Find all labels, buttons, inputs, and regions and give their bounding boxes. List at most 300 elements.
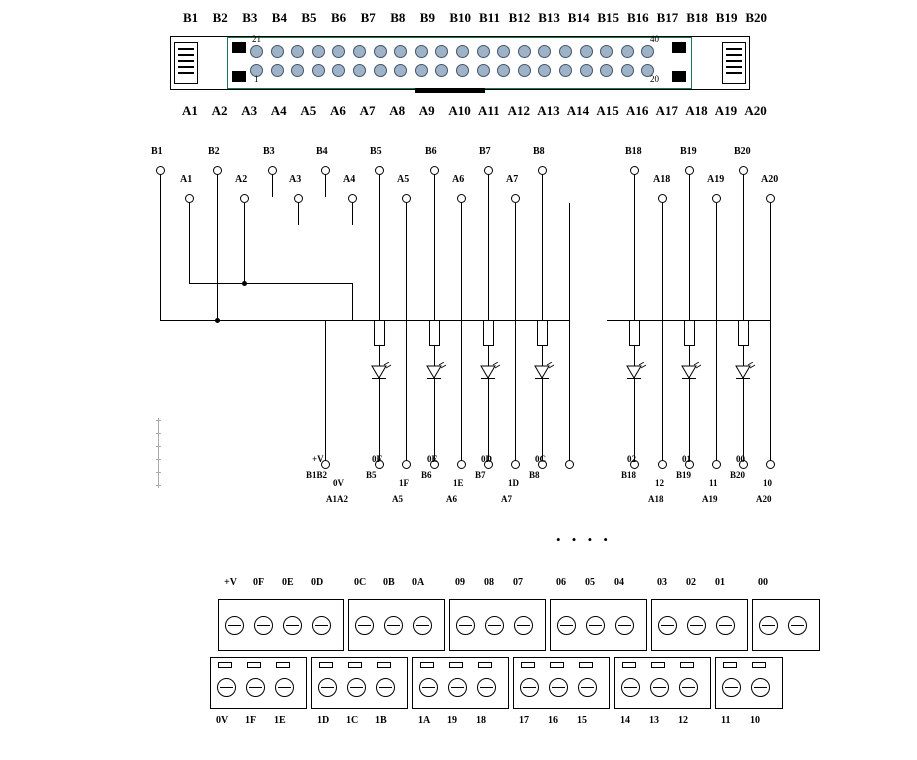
- terminal-nub: [550, 662, 564, 668]
- schematic-wire-channel-b: [488, 175, 489, 320]
- connector-top-label-B1: B1: [183, 10, 199, 25]
- connector-pin: [394, 64, 407, 77]
- pin-number-40: 40: [650, 34, 659, 44]
- schematic-signal-1F: 1F: [399, 478, 409, 488]
- connector-bottom-label-A15: A15: [596, 103, 619, 118]
- schematic-label-B19: B19: [680, 146, 697, 157]
- connector-top-label-B9: B9: [419, 10, 435, 25]
- schematic-pin-A18: A18: [648, 494, 664, 504]
- connector-left-shroud: [174, 42, 198, 84]
- connector-top-label-B17: B17: [656, 10, 679, 25]
- terminal-bottom-label-16: 16: [548, 715, 558, 726]
- schematic-wire-vdrop: [352, 283, 353, 320]
- terminal-screw-top[interactable]: [759, 616, 778, 635]
- schematic-resistor: [374, 320, 385, 346]
- connector-bottom-label-A3: A3: [241, 103, 258, 118]
- schematic-led: [621, 362, 647, 384]
- terminal-screw-bottom[interactable]: [448, 678, 467, 697]
- terminal-group-bottom-2[interactable]: [412, 657, 509, 709]
- connector-pin: [250, 45, 263, 58]
- connector-bottom-label-A14: A14: [566, 103, 590, 118]
- schematic-label-B6: B6: [425, 146, 437, 157]
- schematic-signal-02: 02: [627, 454, 636, 464]
- terminal-nub: [622, 662, 636, 668]
- schematic-label-B5: B5: [370, 146, 382, 157]
- terminal-screw-bottom[interactable]: [419, 678, 438, 697]
- schematic-out-terminal[interactable]: [658, 460, 667, 469]
- terminal-screw-top[interactable]: [658, 616, 677, 635]
- connector-top-label-B12: B12: [508, 10, 531, 25]
- schematic-wire-b2: [217, 175, 218, 320]
- connector-pin: [497, 45, 510, 58]
- connector-pin: [394, 45, 407, 58]
- connector-bottom-label-A6: A6: [330, 103, 346, 118]
- schematic-signal-10: 10: [763, 478, 772, 488]
- terminal-screw-bottom[interactable]: [477, 678, 496, 697]
- schematic-pin-B18: B18: [621, 470, 637, 480]
- connector-top-label-B18: B18: [686, 10, 708, 25]
- schematic-wire-channel-a: [569, 203, 570, 464]
- schematic-stub: [325, 175, 326, 197]
- schematic-terminal-A4[interactable]: [348, 194, 357, 203]
- schematic-terminal-A6[interactable]: [457, 194, 466, 203]
- schematic-label-A4: A4: [343, 174, 356, 185]
- connector-bottom-label-A13: A13: [537, 103, 560, 118]
- terminal-nub: [521, 662, 535, 668]
- schematic-led: [730, 362, 756, 384]
- schematic-label-B20: B20: [734, 146, 751, 157]
- connector-right-shroud: [722, 42, 746, 84]
- connector-bottom-label-A19: A19: [714, 103, 738, 118]
- schematic-wire-channel-b: [743, 175, 744, 320]
- terminal-nub: [579, 662, 593, 668]
- terminal-bottom-label-0V: 0V: [216, 715, 229, 726]
- connector-pin: [456, 45, 469, 58]
- connector-screw-top-left: [232, 42, 246, 53]
- schematic-terminal-B18[interactable]: [630, 166, 639, 175]
- connector-pin: [600, 64, 613, 77]
- terminal-group-top-5[interactable]: [752, 599, 820, 651]
- connector-bottom-label-A5: A5: [300, 103, 317, 118]
- connector-bottom-label-A1: A1: [182, 103, 198, 118]
- terminal-top-label-0D: 0D: [311, 577, 324, 588]
- schematic-pin-B6: B6: [421, 470, 432, 480]
- terminal-screw-top[interactable]: [514, 616, 533, 635]
- schematic-terminal-B19[interactable]: [685, 166, 694, 175]
- terminal-top-label-0E: 0E: [282, 577, 294, 588]
- terminal-screw-top[interactable]: [283, 616, 302, 635]
- connector-bottom-label-A7: A7: [359, 103, 376, 118]
- connector-pin: [518, 64, 531, 77]
- connector-pin: [477, 45, 490, 58]
- connector-top-label-B8: B8: [390, 10, 406, 25]
- schematic-wire-channel-a: [716, 203, 717, 464]
- terminal-block-assembly: [210, 577, 768, 726]
- connector-pin: [621, 45, 634, 58]
- schematic-label-A19: A19: [707, 174, 725, 185]
- schematic-wire-a1: [189, 203, 190, 283]
- schematic-label-B18: B18: [625, 146, 642, 157]
- schematic-terminal-B1[interactable]: [156, 166, 165, 175]
- terminal-nub: [218, 662, 232, 668]
- schematic-wire-channel-a: [662, 203, 663, 464]
- schematic-resistor: [738, 320, 749, 346]
- terminal-screw-bottom[interactable]: [275, 678, 294, 697]
- terminal-screw-bottom[interactable]: [549, 678, 568, 697]
- schematic-terminal-A1[interactable]: [185, 194, 194, 203]
- connector-pin: [538, 45, 551, 58]
- schematic-resistor: [483, 320, 494, 346]
- schematic-signal-0V: 0V: [333, 478, 344, 488]
- schematic-pin-B1B2: B1B2: [306, 470, 328, 480]
- schematic-terminal-A18[interactable]: [658, 194, 667, 203]
- terminal-screw-bottom[interactable]: [679, 678, 698, 697]
- schematic-out-terminal[interactable]: [457, 460, 466, 469]
- schematic-stub: [298, 203, 299, 225]
- terminal-screw-top[interactable]: [384, 616, 403, 635]
- terminal-bottom-label-12: 12: [678, 715, 688, 726]
- connector-bottom-label-A17: A17: [655, 103, 678, 118]
- connector-bottom-label-A8: A8: [389, 103, 406, 118]
- schematic-wire-b1: [160, 175, 161, 320]
- terminal-bottom-label-19: 19: [447, 715, 457, 726]
- schematic-wire-channel-b: [634, 175, 635, 320]
- terminal-screw-bottom[interactable]: [650, 678, 669, 697]
- terminal-screw-bottom[interactable]: [520, 678, 539, 697]
- connector-pin: [477, 64, 490, 77]
- terminal-screw-top[interactable]: [312, 616, 331, 635]
- schematic-ellipsis: • • • •: [556, 532, 612, 547]
- terminal-screw-top[interactable]: [485, 616, 504, 635]
- schematic-pin-A1A2: A1A2: [326, 494, 348, 504]
- schematic-led: [529, 362, 555, 384]
- terminal-screw-bottom[interactable]: [376, 678, 395, 697]
- schematic-terminal-B7[interactable]: [484, 166, 493, 175]
- schematic-terminal-A3[interactable]: [294, 194, 303, 203]
- connector-top-label-B14: B14: [567, 10, 590, 25]
- terminal-screw-top[interactable]: [615, 616, 634, 635]
- schematic-pin-B20: B20: [730, 470, 746, 480]
- terminal-group-bottom-1[interactable]: [311, 657, 408, 709]
- terminal-nub: [420, 662, 434, 668]
- schematic-terminal-A2[interactable]: [240, 194, 249, 203]
- terminal-screw-bottom[interactable]: [621, 678, 640, 697]
- schematic-label-A2: A2: [235, 174, 248, 185]
- connector-pin: [312, 45, 325, 58]
- connector-pin: [621, 64, 634, 77]
- schematic-pin-B7: B7: [475, 470, 486, 480]
- schematic-signal-1E: 1E: [453, 478, 464, 488]
- schematic-signal-0F: 0F: [372, 454, 382, 464]
- schematic-label-B7: B7: [479, 146, 491, 157]
- terminal-group-top-0[interactable]: [218, 599, 344, 651]
- connector-pin: [415, 45, 428, 58]
- schematic-resistor: [429, 320, 440, 346]
- schematic-terminal-B4[interactable]: [321, 166, 330, 175]
- connector-pin: [435, 45, 448, 58]
- terminal-group-top-2[interactable]: [449, 599, 546, 651]
- schematic-resistor: [537, 320, 548, 346]
- schematic-terminal-A5[interactable]: [402, 194, 411, 203]
- connector-top-label-B6: B6: [331, 10, 347, 25]
- schematic-label-A7: A7: [506, 174, 519, 185]
- schematic-pin-B5: B5: [366, 470, 377, 480]
- terminal-screw-top[interactable]: [413, 616, 432, 635]
- terminal-top-label-02: 02: [686, 577, 696, 588]
- terminal-top-label-07: 07: [513, 577, 523, 588]
- schematic-label-B8: B8: [533, 146, 545, 157]
- connector-pin: [600, 45, 613, 58]
- terminal-screw-top[interactable]: [586, 616, 605, 635]
- schematic-signal-12: 12: [655, 478, 664, 488]
- connector-bottom-label-A20: A20: [744, 103, 767, 118]
- connector-top-label-B20: B20: [745, 10, 768, 25]
- connector-pin: [353, 64, 366, 77]
- schematic-wire-channel-a: [461, 203, 462, 464]
- schematic-wire-channel-b: [434, 175, 435, 320]
- schematic-pin-A7: A7: [501, 494, 512, 504]
- schematic-pin-B19: B19: [676, 470, 692, 480]
- connector-top-label-B3: B3: [242, 10, 258, 25]
- schematic-stub: [272, 175, 273, 197]
- schematic-signal-01: 01: [682, 454, 691, 464]
- schematic-label-B1: B1: [151, 146, 163, 157]
- schematic-signal-11: 11: [709, 478, 718, 488]
- terminal-top-label-0F: 0F: [253, 577, 265, 588]
- terminal-bottom-label-1A: 1A: [418, 715, 431, 726]
- terminal-group-top-3[interactable]: [550, 599, 647, 651]
- terminal-nub: [752, 662, 766, 668]
- connector-bottom-label-A11: A11: [478, 103, 500, 118]
- pin-number-21: 21: [252, 34, 261, 44]
- terminal-top-label-08: 08: [484, 577, 494, 588]
- terminal-top-label-+V: +V: [224, 577, 237, 588]
- terminal-screw-top[interactable]: [557, 616, 576, 635]
- schematic-wire-channel-a: [515, 203, 516, 464]
- terminal-bottom-label-14: 14: [620, 715, 630, 726]
- schematic-signal-1D: 1D: [508, 478, 519, 488]
- connector-pin: [332, 64, 345, 77]
- connector-pin: [559, 64, 572, 77]
- schematic-terminal-B3[interactable]: [268, 166, 277, 175]
- terminal-screw-bottom[interactable]: [217, 678, 236, 697]
- connector-bottom-label-A12: A12: [507, 103, 530, 118]
- schematic-led: [676, 362, 702, 384]
- connector-pin: [580, 45, 593, 58]
- schematic-scale-line: [158, 418, 159, 488]
- terminal-screw-top[interactable]: [456, 616, 475, 635]
- connector-bottom-label-A18: A18: [685, 103, 708, 118]
- connector-pin: [641, 45, 654, 58]
- terminal-top-label-03: 03: [657, 577, 667, 588]
- terminal-top-label-0C: 0C: [354, 577, 367, 588]
- schematic-out-terminal[interactable]: [766, 460, 775, 469]
- connector-top-label-B19: B19: [715, 10, 738, 25]
- terminal-bottom-label-1F: 1F: [245, 715, 257, 726]
- schematic-wire-a2: [244, 203, 245, 283]
- schematic-channel-rail: [325, 320, 569, 321]
- terminal-group-bottom-5[interactable]: [715, 657, 783, 709]
- connector-top-label-B16: B16: [627, 10, 649, 25]
- terminal-nub: [449, 662, 463, 668]
- terminal-screw-top[interactable]: [225, 616, 244, 635]
- schematic-terminal-B20[interactable]: [739, 166, 748, 175]
- terminal-group-bottom-0[interactable]: [210, 657, 307, 709]
- schematic-out-terminal[interactable]: [565, 460, 574, 469]
- connector-pin: [353, 45, 366, 58]
- terminal-bottom-label-17: 17: [519, 715, 529, 726]
- connector-pin: [456, 64, 469, 77]
- schematic-label-B3: B3: [263, 146, 275, 157]
- connector-pin: [271, 64, 284, 77]
- connector-pin: [580, 64, 593, 77]
- connector-pin: [374, 64, 387, 77]
- terminal-nub: [723, 662, 737, 668]
- schematic-signal-0C: 0C: [535, 454, 546, 464]
- terminal-bottom-label-1B: 1B: [375, 715, 387, 726]
- terminal-nub: [247, 662, 261, 668]
- connector-bottom-label-A10: A10: [448, 103, 471, 118]
- schematic-pin-A5: A5: [392, 494, 403, 504]
- connector-top-label-B4: B4: [271, 10, 287, 25]
- schematic-wire-0v-down: [325, 320, 326, 465]
- connector-top-label-B15: B15: [597, 10, 620, 25]
- terminal-top-label-0A: 0A: [412, 577, 425, 588]
- terminal-bottom-label-1D: 1D: [317, 715, 330, 726]
- connector-block: [170, 36, 748, 88]
- connector-pin: [271, 45, 284, 58]
- connector-top-label-B11: B11: [479, 10, 500, 25]
- schematic-led: [475, 362, 501, 384]
- terminal-top-label-05: 05: [585, 577, 595, 588]
- connector-screw-bottom-right: [672, 71, 686, 82]
- connector-bottom-label-A2: A2: [211, 103, 228, 118]
- schematic-terminal-A7[interactable]: [511, 194, 520, 203]
- terminal-bottom-label-1C: 1C: [346, 715, 359, 726]
- terminal-nub: [651, 662, 665, 668]
- schematic-terminal-B8[interactable]: [538, 166, 547, 175]
- schematic-terminal-B2[interactable]: [213, 166, 222, 175]
- connector-bottom-label-A16: A16: [626, 103, 649, 118]
- terminal-group-top-4[interactable]: [651, 599, 748, 651]
- schematic-pin-A6: A6: [446, 494, 457, 504]
- terminal-top-label-00: 00: [758, 577, 768, 588]
- terminal-screw-bottom[interactable]: [347, 678, 366, 697]
- connector-pin: [332, 45, 345, 58]
- terminal-bottom-label-10: 10: [750, 715, 760, 726]
- terminal-top-label-01: 01: [715, 577, 725, 588]
- connector-pin-field: [248, 43, 668, 81]
- connector-pin: [374, 45, 387, 58]
- connector-pin: [518, 45, 531, 58]
- schematic-wire-channel-b: [542, 175, 543, 320]
- terminal-top-label-0B: 0B: [383, 577, 395, 588]
- pin-number-20: 20: [650, 74, 659, 84]
- terminal-nub: [276, 662, 290, 668]
- schematic-label-A3: A3: [289, 174, 302, 185]
- terminal-screw-bottom[interactable]: [578, 678, 597, 697]
- terminal-screw-top[interactable]: [254, 616, 273, 635]
- schematic-led: [366, 362, 392, 384]
- schematic-wire-channel-a: [406, 203, 407, 464]
- terminal-screw-bottom[interactable]: [722, 678, 741, 697]
- schematic-pin-A20: A20: [756, 494, 772, 504]
- schematic-wire-channel-b: [379, 175, 380, 320]
- terminal-screw-top[interactable]: [687, 616, 706, 635]
- schematic-terminal-B6[interactable]: [430, 166, 439, 175]
- schematic-pin-B8: B8: [529, 470, 540, 480]
- terminal-screw-top[interactable]: [355, 616, 374, 635]
- schematic-wire-0v-rail: [160, 320, 325, 321]
- schematic-terminal-B5[interactable]: [375, 166, 384, 175]
- connector-pin: [415, 64, 428, 77]
- schematic-label-A6: A6: [452, 174, 465, 185]
- schematic-wire-v-rail: [189, 283, 352, 284]
- schematic-signal-+V: +V: [312, 454, 324, 464]
- schematic-label-A18: A18: [653, 174, 671, 185]
- schematic-led: [421, 362, 447, 384]
- connector-top-label-B2: B2: [212, 10, 228, 25]
- connector-screw-top-right: [672, 42, 686, 53]
- connector-bottom-label-A4: A4: [270, 103, 287, 118]
- schematic-stub: [352, 203, 353, 225]
- schematic-area: [0, 130, 917, 550]
- schematic-junction: [215, 318, 220, 323]
- schematic-junction: [242, 281, 247, 286]
- connector-pin: [291, 45, 304, 58]
- schematic-wire-channel-b: [689, 175, 690, 320]
- schematic-terminal-A20[interactable]: [766, 194, 775, 203]
- terminal-group-bottom-3[interactable]: [513, 657, 610, 709]
- terminal-nub: [478, 662, 492, 668]
- terminal-bottom-label-13: 13: [649, 715, 659, 726]
- connector-bottom-tab: [415, 88, 485, 93]
- connector-pin: [538, 64, 551, 77]
- terminal-screw-bottom[interactable]: [246, 678, 265, 697]
- terminal-screw-bottom[interactable]: [318, 678, 337, 697]
- terminal-top-label-06: 06: [556, 577, 566, 588]
- schematic-out-terminal[interactable]: [402, 460, 411, 469]
- connector-top-label-B13: B13: [538, 10, 560, 25]
- connector-pin: [497, 64, 510, 77]
- schematic-label-B4: B4: [316, 146, 328, 157]
- terminal-bottom-label-11: 11: [721, 715, 731, 726]
- connector-top-label-B7: B7: [360, 10, 376, 25]
- schematic-wire-channel-a: [770, 203, 771, 464]
- schematic-out-terminal[interactable]: [712, 460, 721, 469]
- schematic-label-A5: A5: [397, 174, 410, 185]
- terminal-screw-bottom[interactable]: [751, 678, 770, 697]
- schematic-out-terminal[interactable]: [511, 460, 520, 469]
- terminal-bottom-label-18: 18: [476, 715, 486, 726]
- terminal-group-top-1[interactable]: [348, 599, 445, 651]
- schematic-label-B2: B2: [208, 146, 220, 157]
- terminal-screw-top[interactable]: [716, 616, 735, 635]
- connector-screw-bottom-left: [232, 71, 246, 82]
- schematic-terminal-A19[interactable]: [712, 194, 721, 203]
- terminal-screw-top[interactable]: [788, 616, 807, 635]
- connector-top-label-B10: B10: [449, 10, 472, 25]
- terminal-group-bottom-4[interactable]: [614, 657, 711, 709]
- connector-pin: [312, 64, 325, 77]
- terminal-nub: [377, 662, 391, 668]
- terminal-nub: [319, 662, 333, 668]
- schematic-resistor: [629, 320, 640, 346]
- terminal-bottom-label-1E: 1E: [274, 715, 286, 726]
- connector-pin: [435, 64, 448, 77]
- schematic-pin-A19: A19: [702, 494, 718, 504]
- connector-top-label-B5: B5: [301, 10, 317, 25]
